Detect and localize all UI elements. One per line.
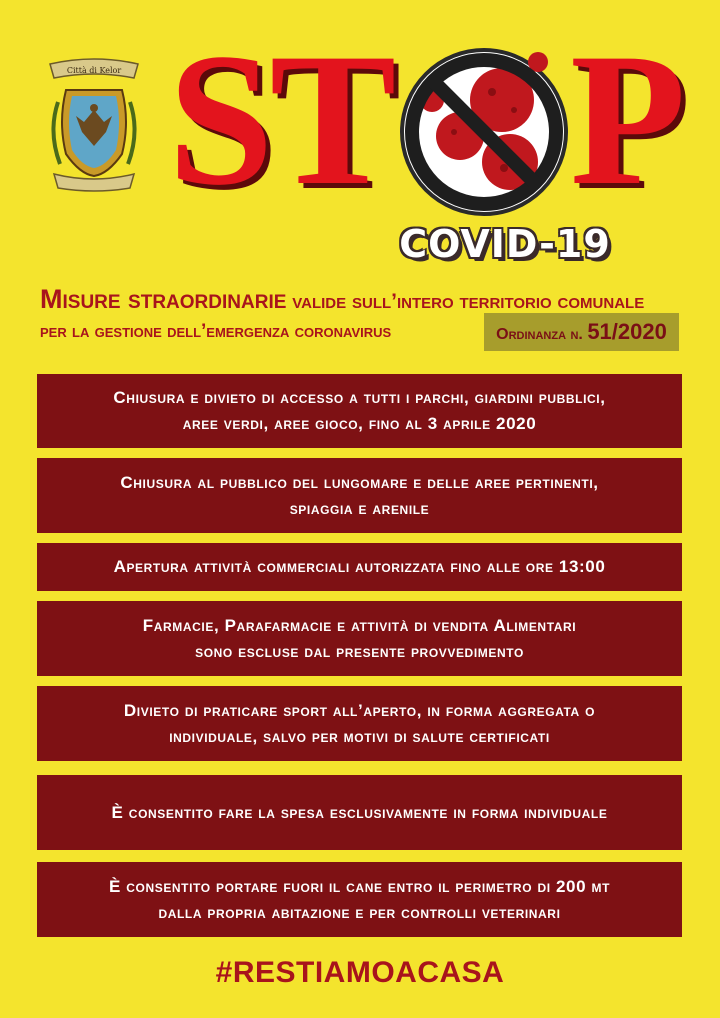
headline-line-2: per la gestione dell’emergenza coronavirus	[40, 321, 392, 342]
measure-text: spiaggia e arenile	[289, 498, 430, 518]
covid-label: COVID-19	[399, 222, 611, 266]
measure-text: dalla propria abitazione e per controlli veterinari	[158, 902, 561, 922]
measure-text: Divieto di praticare sport all’aperto, in forma aggregata o	[123, 700, 596, 720]
crest-banner-text: Città di Kelor	[66, 66, 122, 75]
measure-text: È consentito fare la spesa esclusivamente in forma individuale	[111, 802, 608, 822]
city-crest-icon	[38, 52, 150, 197]
ordinance-badge	[484, 313, 679, 351]
ordinance-number: 51/2020	[587, 319, 667, 344]
measure-outdoor-sport-ban	[37, 686, 682, 761]
measure-text: Chiusura e divieto di accesso a tutti i parchi, giardini pubblici,	[113, 388, 606, 407]
headline-line-1	[40, 286, 680, 315]
hashtag: #RESTIAMOACASA	[215, 956, 505, 989]
stop-title-p: P	[570, 15, 683, 225]
measure-text: Chiusura al pubblico del lungomare e delle aree pertinenti,	[120, 472, 599, 492]
measure-text: individuale, salvo per motivi di salute certificati	[169, 726, 550, 746]
measure-parks-closure	[37, 374, 682, 448]
measure-shop-hours	[37, 543, 682, 591]
no-virus-icon	[392, 40, 577, 225]
stop-title-st: ST	[168, 15, 393, 225]
ordinance-label: Ordinanza n.	[496, 326, 583, 343]
headline-lead: Misure straordinarie	[40, 284, 287, 314]
measure-text: Apertura attività commerciali autorizzata fino alle ore 13:00	[113, 557, 606, 576]
measure-dog-walking	[37, 862, 682, 937]
measure-individual-shopping	[37, 775, 682, 850]
measure-seafront-closure	[37, 458, 682, 533]
measure-text: È consentito portare fuori il cane entro il perimetro di 200 mt	[108, 876, 610, 896]
measure-text: Farmacie, Parafarmacie e attività di vendita Alimentari	[142, 615, 577, 635]
measure-text: sono escluse dal presente provvedimento	[195, 641, 524, 661]
headline-rest: valide sull’intero territorio comunale	[292, 290, 645, 313]
measure-pharmacies-exempt	[37, 601, 682, 676]
measure-text: aree verdi, aree gioco, fino al 3 aprile 2020	[182, 414, 537, 433]
